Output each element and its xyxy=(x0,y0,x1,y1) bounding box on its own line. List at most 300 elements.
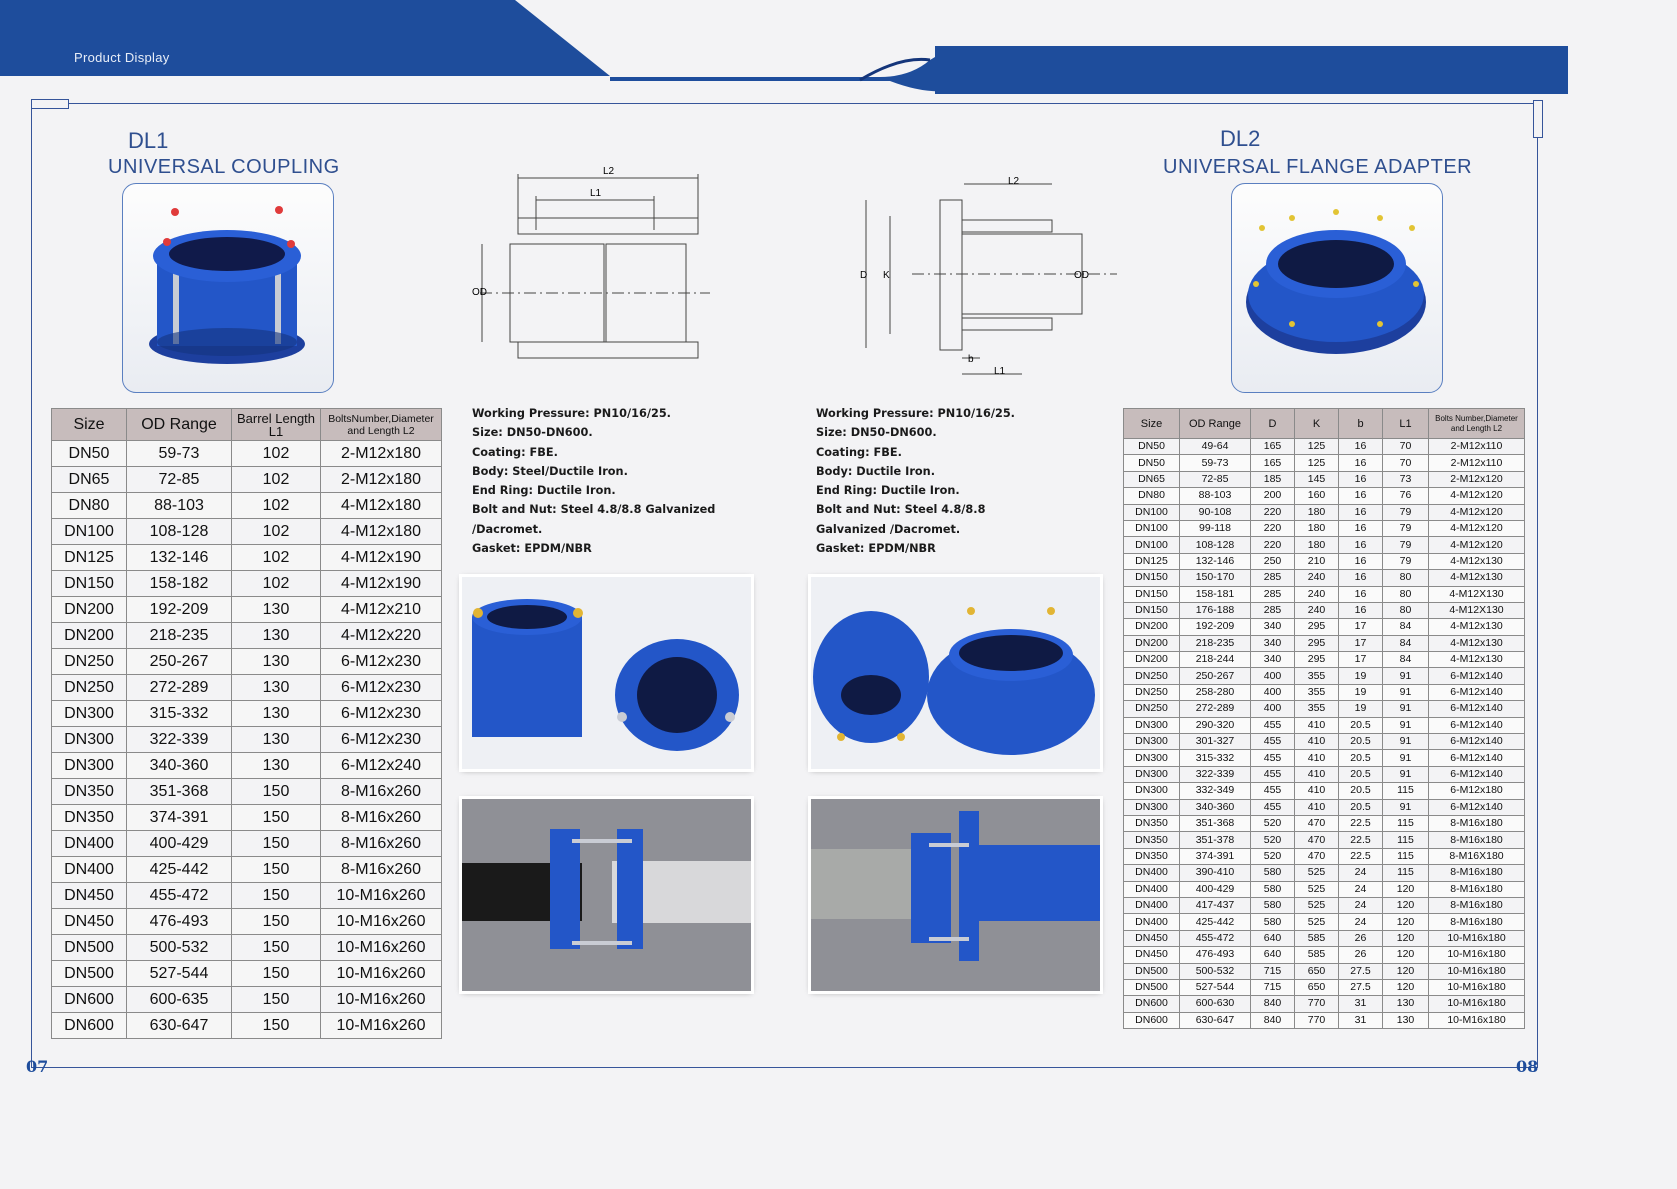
dl1-drawing-label-l1: L1 xyxy=(590,188,602,199)
table-row xyxy=(1124,504,1525,520)
table-row xyxy=(52,883,442,909)
table-cell: 218-235 xyxy=(1180,635,1251,651)
table-cell: 108-128 xyxy=(127,519,232,545)
table-cell: 8-M16x260 xyxy=(321,857,442,883)
table-row xyxy=(52,779,442,805)
table-row xyxy=(1124,586,1525,602)
table-cell: 285 xyxy=(1251,602,1295,618)
table-cell: 8-M16x260 xyxy=(321,805,442,831)
dl1-specs xyxy=(472,404,772,558)
table-row xyxy=(1124,570,1525,586)
table-cell: 91 xyxy=(1383,750,1429,766)
table-cell: DN65 xyxy=(52,467,127,493)
table-cell: 130 xyxy=(232,675,321,701)
table-cell: 840 xyxy=(1251,1012,1295,1028)
table-cell: 520 xyxy=(1251,848,1295,864)
table-cell: 120 xyxy=(1383,947,1429,963)
table-cell: 527-544 xyxy=(127,961,232,987)
table-cell: DN150 xyxy=(52,571,127,597)
table-cell: 351-368 xyxy=(1180,815,1251,831)
table-cell: DN350 xyxy=(52,805,127,831)
table-row xyxy=(1124,488,1525,504)
table-cell: 840 xyxy=(1251,996,1295,1012)
table-row xyxy=(52,961,442,987)
table-cell: 16 xyxy=(1339,602,1383,618)
table-cell: DN300 xyxy=(1124,783,1180,799)
table-cell: 400-429 xyxy=(127,831,232,857)
table-cell: 150 xyxy=(232,831,321,857)
table-cell: 295 xyxy=(1295,619,1339,635)
table-cell: DN500 xyxy=(1124,963,1180,979)
table-cell: 218-235 xyxy=(127,623,232,649)
table-cell: DN400 xyxy=(1124,897,1180,913)
table-cell: 340 xyxy=(1251,652,1295,668)
table-cell: 6-M12x230 xyxy=(321,727,442,753)
table-row xyxy=(1124,799,1525,815)
table-cell: DN300 xyxy=(1124,750,1180,766)
table-cell: 351-378 xyxy=(1180,832,1251,848)
table-cell: 322-339 xyxy=(1180,766,1251,782)
table-cell: 20.5 xyxy=(1339,783,1383,799)
table-header: OD Range xyxy=(1180,409,1251,439)
spec-line: Body: Ductile Iron. xyxy=(816,464,936,478)
table-cell: 250-267 xyxy=(127,649,232,675)
table-row xyxy=(52,1013,442,1039)
table-row xyxy=(52,649,442,675)
table-cell: 91 xyxy=(1383,734,1429,750)
table-cell: 24 xyxy=(1339,881,1383,897)
table-cell: 4-M12x120 xyxy=(1429,504,1525,520)
table-row xyxy=(52,467,442,493)
table-row xyxy=(1124,537,1525,553)
table-cell: 10-M16x180 xyxy=(1429,996,1525,1012)
header-banner-right xyxy=(935,46,1568,94)
dl2-drawing-label-d: D xyxy=(860,270,868,281)
table-cell: 10-M16x180 xyxy=(1429,979,1525,995)
table-cell: 120 xyxy=(1383,930,1429,946)
table-cell: 410 xyxy=(1295,799,1339,815)
table-cell: 192-209 xyxy=(1180,619,1251,635)
table-cell: 20.5 xyxy=(1339,750,1383,766)
table-cell: DN250 xyxy=(1124,701,1180,717)
dl1-drawing-label-l2: L2 xyxy=(603,166,615,177)
table-cell: 16 xyxy=(1339,455,1383,471)
table-cell: 80 xyxy=(1383,570,1429,586)
table-cell: 17 xyxy=(1339,619,1383,635)
table-cell: 340 xyxy=(1251,619,1295,635)
table-cell: 8-M16X180 xyxy=(1429,848,1525,864)
table-cell: 400 xyxy=(1251,701,1295,717)
table-cell: 17 xyxy=(1339,652,1383,668)
table-cell: 210 xyxy=(1295,553,1339,569)
table-cell: 125 xyxy=(1295,455,1339,471)
table-cell: 4-M12x130 xyxy=(1429,619,1525,635)
table-row xyxy=(1124,996,1525,1012)
table-row xyxy=(52,727,442,753)
table-cell: 6-M12x140 xyxy=(1429,799,1525,815)
dl1-product-name: UNIVERSAL COUPLING xyxy=(108,156,340,178)
table-cell: 650 xyxy=(1295,979,1339,995)
table-cell: DN400 xyxy=(52,857,127,883)
table-cell: DN300 xyxy=(1124,799,1180,815)
table-cell: 88-103 xyxy=(127,493,232,519)
table-cell: 2-M12x180 xyxy=(321,441,442,467)
table-row xyxy=(52,831,442,857)
frame-line-bottom xyxy=(31,1067,1538,1068)
table-row xyxy=(1124,783,1525,799)
table-cell: DN450 xyxy=(1124,930,1180,946)
table-cell: 640 xyxy=(1251,930,1295,946)
table-cell: DN65 xyxy=(1124,471,1180,487)
table-row xyxy=(1124,619,1525,635)
table-cell: 79 xyxy=(1383,504,1429,520)
table-cell: 31 xyxy=(1339,1012,1383,1028)
table-cell: 73 xyxy=(1383,471,1429,487)
table-row xyxy=(1124,717,1525,733)
dl1-product-photo xyxy=(122,183,334,393)
table-cell: 115 xyxy=(1383,865,1429,881)
table-cell: 355 xyxy=(1295,684,1339,700)
table-cell: 76 xyxy=(1383,488,1429,504)
table-cell: 6-M12x140 xyxy=(1429,750,1525,766)
table-cell: 6-M12x230 xyxy=(321,675,442,701)
table-cell: 600-630 xyxy=(1180,996,1251,1012)
table-cell: 115 xyxy=(1383,783,1429,799)
table-cell: 400-429 xyxy=(1180,881,1251,897)
table-cell: 10-M16x260 xyxy=(321,909,442,935)
table-cell: 130 xyxy=(232,701,321,727)
table-cell: 455 xyxy=(1251,799,1295,815)
table-cell: 455 xyxy=(1251,734,1295,750)
table-cell: 102 xyxy=(232,467,321,493)
table-cell: 79 xyxy=(1383,520,1429,536)
table-cell: DN50 xyxy=(1124,455,1180,471)
table-cell: 6-M12x180 xyxy=(1429,783,1525,799)
table-cell: 525 xyxy=(1295,881,1339,897)
table-cell: 332-349 xyxy=(1180,783,1251,799)
table-cell: 115 xyxy=(1383,815,1429,831)
table-cell: 200 xyxy=(1251,488,1295,504)
table-cell: DN125 xyxy=(1124,553,1180,569)
table-cell: 10-M16x260 xyxy=(321,883,442,909)
table-cell: 4-M12x190 xyxy=(321,545,442,571)
table-cell: 59-73 xyxy=(1180,455,1251,471)
spec-line: Gasket: EPDM/NBR xyxy=(816,542,936,556)
table-cell: DN200 xyxy=(1124,652,1180,668)
table-cell: 340-360 xyxy=(1180,799,1251,815)
spec-line: Size: DN50-DN600. xyxy=(472,426,593,440)
table-cell: 16 xyxy=(1339,471,1383,487)
table-cell: 630-647 xyxy=(127,1013,232,1039)
frame-ornament-right xyxy=(1533,100,1543,138)
table-row xyxy=(1124,766,1525,782)
table-row xyxy=(1124,635,1525,651)
table-cell: 390-410 xyxy=(1180,865,1251,881)
table-cell: 410 xyxy=(1295,717,1339,733)
page-number-left: 07 xyxy=(26,1057,49,1076)
table-cell: 132-146 xyxy=(127,545,232,571)
table-row xyxy=(1124,602,1525,618)
table-cell: 285 xyxy=(1251,586,1295,602)
dl2-specs xyxy=(816,404,1046,558)
table-cell: 525 xyxy=(1295,897,1339,913)
table-cell: 351-368 xyxy=(127,779,232,805)
table-header: Bolts Number,Diameter and Length L2 xyxy=(1429,409,1525,439)
table-cell: 115 xyxy=(1383,848,1429,864)
dl1-photo-two-couplings xyxy=(462,577,751,769)
table-cell: 20.5 xyxy=(1339,717,1383,733)
table-cell: DN400 xyxy=(52,831,127,857)
table-cell: 91 xyxy=(1383,717,1429,733)
table-cell: 410 xyxy=(1295,783,1339,799)
table-cell: 455 xyxy=(1251,783,1295,799)
table-header: D xyxy=(1251,409,1295,439)
table-cell: 16 xyxy=(1339,570,1383,586)
table-row xyxy=(1124,668,1525,684)
table-row xyxy=(1124,750,1525,766)
section-label: Product Display xyxy=(74,50,170,65)
table-cell: 250-267 xyxy=(1180,668,1251,684)
dl1-photo-installed xyxy=(462,799,751,991)
table-cell: 70 xyxy=(1383,439,1429,455)
table-cell: 24 xyxy=(1339,914,1383,930)
table-row xyxy=(52,701,442,727)
table-cell: 600-635 xyxy=(127,987,232,1013)
table-cell: 470 xyxy=(1295,848,1339,864)
table-cell: 301-327 xyxy=(1180,734,1251,750)
table-cell: 6-M12x140 xyxy=(1429,717,1525,733)
table-cell: 24 xyxy=(1339,897,1383,913)
table-cell: 10-M16x260 xyxy=(321,961,442,987)
table-cell: DN80 xyxy=(1124,488,1180,504)
table-row xyxy=(52,987,442,1013)
table-cell: 240 xyxy=(1295,586,1339,602)
table-row xyxy=(1124,701,1525,717)
dl1-model-title: DL1 xyxy=(128,128,169,153)
table-cell: 476-493 xyxy=(127,909,232,935)
table-cell: 315-332 xyxy=(127,701,232,727)
table-cell: 4-M12X130 xyxy=(1429,586,1525,602)
table-cell: 80 xyxy=(1383,586,1429,602)
table-cell: 527-544 xyxy=(1180,979,1251,995)
table-cell: DN50 xyxy=(1124,439,1180,455)
table-cell: 410 xyxy=(1295,766,1339,782)
table-cell: 8-M16x180 xyxy=(1429,832,1525,848)
table-cell: DN500 xyxy=(52,961,127,987)
table-cell: DN300 xyxy=(52,701,127,727)
table-cell: 130 xyxy=(232,727,321,753)
table-cell: 520 xyxy=(1251,815,1295,831)
table-cell: 120 xyxy=(1383,881,1429,897)
table-cell: 6-M12x230 xyxy=(321,701,442,727)
table-row xyxy=(52,493,442,519)
table-cell: 4-M12x130 xyxy=(1429,635,1525,651)
table-cell: 8-M16x180 xyxy=(1429,865,1525,881)
table-row xyxy=(1124,652,1525,668)
table-cell: 10-M16x180 xyxy=(1429,963,1525,979)
table-cell: 102 xyxy=(232,545,321,571)
table-cell: 84 xyxy=(1383,619,1429,635)
table-cell: 355 xyxy=(1295,668,1339,684)
table-cell: 470 xyxy=(1295,815,1339,831)
table-cell: 10-M16x260 xyxy=(321,1013,442,1039)
table-cell: 4-M12x130 xyxy=(1429,570,1525,586)
table-cell: 160 xyxy=(1295,488,1339,504)
table-row xyxy=(52,597,442,623)
table-cell: 500-532 xyxy=(127,935,232,961)
table-cell: 2-M12x110 xyxy=(1429,439,1525,455)
table-cell: 580 xyxy=(1251,881,1295,897)
table-cell: DN350 xyxy=(1124,815,1180,831)
table-cell: 22.5 xyxy=(1339,848,1383,864)
table-header: BoltsNumber,Diameter and Length L2 xyxy=(321,409,442,441)
table-cell: 410 xyxy=(1295,750,1339,766)
table-cell: DN100 xyxy=(1124,520,1180,536)
table-cell: 130 xyxy=(232,753,321,779)
table-cell: 340 xyxy=(1251,635,1295,651)
table-cell: 108-128 xyxy=(1180,537,1251,553)
spec-line: End Ring: Ductile Iron. xyxy=(472,484,616,498)
dl2-drawing-label-l1: L1 xyxy=(994,366,1006,377)
table-cell: DN150 xyxy=(1124,602,1180,618)
table-cell: DN400 xyxy=(1124,865,1180,881)
table-cell: 220 xyxy=(1251,520,1295,536)
table-row xyxy=(1124,865,1525,881)
table-cell: 355 xyxy=(1295,701,1339,717)
spec-line: Coating: FBE. xyxy=(472,445,558,459)
frame-line-top xyxy=(31,103,1538,104)
spec-line: Coating: FBE. xyxy=(816,445,902,459)
table-cell: 150 xyxy=(232,961,321,987)
table-cell: 770 xyxy=(1295,996,1339,1012)
table-cell: 272-289 xyxy=(1180,701,1251,717)
table-cell: DN300 xyxy=(1124,766,1180,782)
table-cell: DN80 xyxy=(52,493,127,519)
table-cell: 158-181 xyxy=(1180,586,1251,602)
table-cell: 585 xyxy=(1295,947,1339,963)
table-cell: 6-M12x140 xyxy=(1429,668,1525,684)
table-cell: DN600 xyxy=(1124,1012,1180,1028)
table-cell: 150 xyxy=(232,909,321,935)
table-cell: 580 xyxy=(1251,914,1295,930)
table-cell: 10-M16x180 xyxy=(1429,930,1525,946)
table-cell: 16 xyxy=(1339,553,1383,569)
table-cell: DN200 xyxy=(52,597,127,623)
table-row xyxy=(1124,1012,1525,1028)
dl1-technical-drawing xyxy=(470,160,720,380)
table-cell: 374-391 xyxy=(1180,848,1251,864)
table-cell: DN100 xyxy=(1124,537,1180,553)
table-row xyxy=(1124,914,1525,930)
table-header: K xyxy=(1295,409,1339,439)
table-cell: 4-M12x120 xyxy=(1429,537,1525,553)
table-cell: DN250 xyxy=(52,675,127,701)
table-cell: 88-103 xyxy=(1180,488,1251,504)
table-row xyxy=(1124,979,1525,995)
table-cell: 132-146 xyxy=(1180,553,1251,569)
table-row xyxy=(1124,520,1525,536)
table-cell: 72-85 xyxy=(1180,471,1251,487)
table-cell: DN600 xyxy=(1124,996,1180,1012)
dl2-table-body xyxy=(1124,439,1525,1029)
spec-line: Working Pressure: PN10/16/25. xyxy=(816,407,1015,420)
table-cell: 22.5 xyxy=(1339,832,1383,848)
table-cell: 6-M12x140 xyxy=(1429,701,1525,717)
table-cell: 84 xyxy=(1383,652,1429,668)
table-cell: DN200 xyxy=(1124,619,1180,635)
table-cell: DN600 xyxy=(52,987,127,1013)
table-cell: 90-108 xyxy=(1180,504,1251,520)
dl1-table-body xyxy=(52,441,442,1039)
table-cell: 102 xyxy=(232,493,321,519)
table-cell: 185 xyxy=(1251,471,1295,487)
table-cell: 4-M12x180 xyxy=(321,493,442,519)
table-cell: 59-73 xyxy=(127,441,232,467)
table-cell: 16 xyxy=(1339,488,1383,504)
table-cell: 500-532 xyxy=(1180,963,1251,979)
table-cell: 455 xyxy=(1251,717,1295,733)
table-row xyxy=(52,857,442,883)
table-row xyxy=(1124,897,1525,913)
table-cell: 20.5 xyxy=(1339,734,1383,750)
table-cell: 2-M12x120 xyxy=(1429,471,1525,487)
table-row xyxy=(1124,471,1525,487)
table-cell: 8-M16x180 xyxy=(1429,914,1525,930)
table-cell: 150 xyxy=(232,987,321,1013)
table-cell: 476-493 xyxy=(1180,947,1251,963)
table-cell: 4-M12x130 xyxy=(1429,652,1525,668)
dl2-model-title: DL2 xyxy=(1220,126,1261,151)
table-cell: 130 xyxy=(232,623,321,649)
table-cell: 176-188 xyxy=(1180,602,1251,618)
table-cell: 8-M16x180 xyxy=(1429,897,1525,913)
table-cell: 8-M16x260 xyxy=(321,831,442,857)
table-cell: 31 xyxy=(1339,996,1383,1012)
table-cell: DN100 xyxy=(1124,504,1180,520)
table-cell: DN150 xyxy=(1124,570,1180,586)
table-cell: 4-M12x220 xyxy=(321,623,442,649)
table-cell: 295 xyxy=(1295,635,1339,651)
dl2-drawing-label-b: b xyxy=(968,354,974,365)
table-cell: 150 xyxy=(232,935,321,961)
frame-line-right xyxy=(1537,103,1538,1068)
table-cell: DN500 xyxy=(1124,979,1180,995)
table-cell: DN450 xyxy=(52,909,127,935)
table-cell: 130 xyxy=(232,597,321,623)
table-cell: DN250 xyxy=(52,649,127,675)
table-cell: 180 xyxy=(1295,520,1339,536)
table-cell: 6-M12x140 xyxy=(1429,684,1525,700)
table-cell: 425-442 xyxy=(127,857,232,883)
table-cell: 6-M12x240 xyxy=(321,753,442,779)
page-number-right: 08 xyxy=(1516,1057,1539,1076)
table-cell: 4-M12x180 xyxy=(321,519,442,545)
table-cell: 4-M12x120 xyxy=(1429,520,1525,536)
dl2-product-name: UNIVERSAL FLANGE ADAPTER xyxy=(1163,156,1473,178)
table-row xyxy=(52,753,442,779)
frame-line-left xyxy=(31,103,32,1068)
table-cell: DN150 xyxy=(1124,586,1180,602)
table-cell: 10-M16x180 xyxy=(1429,947,1525,963)
table-row xyxy=(1124,439,1525,455)
table-cell: 340-360 xyxy=(127,753,232,779)
table-cell: DN350 xyxy=(1124,832,1180,848)
table-cell: 70 xyxy=(1383,455,1429,471)
table-cell: 20.5 xyxy=(1339,799,1383,815)
table-cell: DN500 xyxy=(52,935,127,961)
table-cell: 220 xyxy=(1251,537,1295,553)
table-row xyxy=(52,805,442,831)
